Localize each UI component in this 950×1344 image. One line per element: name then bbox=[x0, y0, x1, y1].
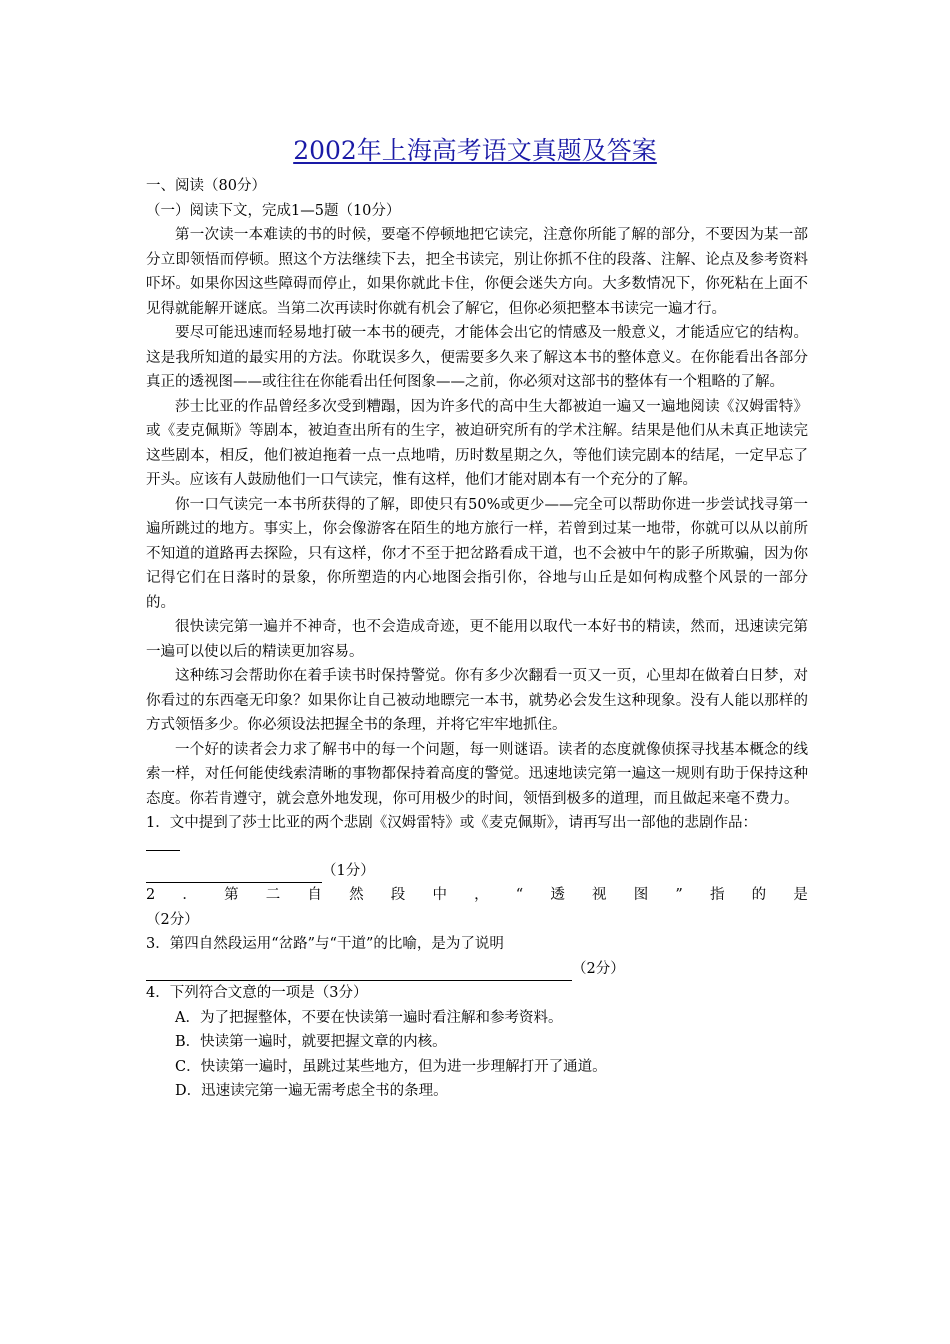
q2-char: 二 bbox=[265, 887, 281, 903]
q2-char: 段 bbox=[390, 887, 406, 903]
option-d[interactable]: D．迅速读完第一遍无需考虑全书的条理。 bbox=[175, 1083, 448, 1099]
q2-char: 图 bbox=[633, 887, 649, 903]
option-c[interactable]: C．快读第一遍时，虽跳过某些地方，但为进一步理解打开了通道。 bbox=[175, 1058, 607, 1075]
q2-char: 视 bbox=[592, 887, 607, 903]
paragraph-7: 一个好的读者会力求了解书中的每一个问题，每一则谜语。读者的态度就像侦探寻找基本概念的线索一样，对任何能使线索清晰的事物都保持着高度的警觉。迅速地读完第一遍这一规则有助于保持这种态度。你若肯遵守，就会意外地发现，你可用极少的时间，领悟到极多的道理，而且做起来毫不费力。 bbox=[146, 741, 808, 807]
q2-char: 自 bbox=[307, 887, 322, 903]
q2-char: 透 bbox=[550, 887, 565, 903]
question-1: 1．文中提到了莎士比亚的两个悲剧《汉姆雷特》或《麦克佩斯》，请再写出一部他的悲剧作品： bbox=[146, 815, 757, 831]
document-body bbox=[146, 174, 808, 1104]
q2-char: 然 bbox=[349, 887, 364, 903]
subsection-heading: （一）阅读下文，完成1—5题（10分） bbox=[146, 202, 401, 219]
question-3-answer-row bbox=[146, 957, 808, 982]
option-b[interactable]: B．快读第一遍时，就要把握文章的内核。 bbox=[175, 1034, 447, 1050]
document-title[interactable]: 2002年上海高考语文真题及答案 bbox=[293, 136, 657, 165]
paragraph-5: 很快读完第一遍并不神奇，也不会造成奇迹，更不能用以取代一本好书的精读，然而，迅速读完第一遍可以使以后的精读更加容易。 bbox=[146, 619, 808, 660]
q2-char: ． bbox=[182, 887, 197, 903]
paragraph-6: 这种练习会帮助你在着手读书时保持警觉。你有多少次翻看一页又一页，心里却在做着白日梦，对你看过的东西毫无印象？如果你让自己被动地瞟完一本书，就势必会发生这种现象。没有人能以那样的方式领悟多少。你必须设法把握全书的条理，并将它牢牢地抓住。 bbox=[146, 668, 808, 733]
q2-char: ” bbox=[675, 887, 683, 903]
question-2-score: （2分） bbox=[146, 911, 199, 928]
paragraph-4: 你一口气读完一本书所获得的了解，即使只有50%或更少——完全可以帮助你进一步尝试找寻第一遍所跳过的地方。事实上，你会像游客在陌生的地方旅行一样，若曾到过某一地带，你就可以从以前所不知道的道路再去探险，只有这样，你才不至于把岔路看成干道，也不会被中午的影子所欺骗，因为你记得它们在日落时的景象，你所塑造的内心地图会指引你，谷地与山丘是如何构成整个风景的一部分的。 bbox=[146, 496, 808, 611]
q2-char: 是 bbox=[793, 887, 808, 903]
paragraph-2: 要尽可能迅速而轻易地打破一本书的硬壳，才能体会出它的情感及一般意义，才能适应它的结构。这是我所知道的最实用的方法。你耽误多久，便需要多久来了解这本书的整体意义。在你能看出各部分真正的透视图——或往往在你能看出任何图象——之前，你必须对这部书的整体有一个粗略的了解。 bbox=[146, 325, 808, 390]
question-2 bbox=[146, 883, 808, 908]
q2-char: 2 bbox=[146, 887, 156, 903]
question-3-score: （2分） bbox=[572, 960, 625, 977]
question-3: 3．第四自然段运用“岔路”与“干道”的比喻，是为了说明 bbox=[146, 936, 504, 952]
q2-char: 第 bbox=[224, 887, 239, 903]
section-heading: 一、阅读（80分） bbox=[146, 178, 266, 194]
paragraph-3: 莎士比亚的作品曾经多次受到糟蹋，因为许多代的高中生大都被迫一遍又一遍地阅读《汉姆雷特》或《麦克佩斯》等剧本，被迫查出所有的生字，被迫研究所有的学术注解。结果是他们从未真正地读完这些剧本，相反，他们被迫拖着一点一点地啃，历时数星期之久，等他们读完剧本的结尾，一定早忘了开头。应该有人鼓励他们一口气读完，惟有这样，他们才能对剧本有一个充分的了解。 bbox=[146, 398, 808, 488]
question-1-answer-row bbox=[146, 859, 808, 884]
question-1-score: （1分） bbox=[322, 862, 375, 879]
option-a[interactable]: A．为了把握整体，不要在快读第一遍时看注解和参考资料。 bbox=[175, 1009, 563, 1026]
answer-blank-q1[interactable] bbox=[146, 866, 322, 883]
answer-blank-q3[interactable] bbox=[146, 964, 572, 981]
paragraph-1: 第一次读一本难读的书的时候，要毫不停顿地把它读完，注意你所能了解的部分，不要因为某一部分立即领悟而停顿。照这个方法继续下去，把全书读完，别让你抓不住的段落、注解、论点及参考资料吓坏。如果你因这些障碍而停止，如果你就此卡住，你便会迷失方向。大多数情况下，你死粘在上面不见得就能解开谜底。当第二次再读时你就有机会了解它，但你必须把整本书读完一遍才行。 bbox=[146, 227, 808, 317]
q2-char: ， bbox=[474, 887, 489, 903]
q2-char: 中 bbox=[432, 887, 447, 903]
question-4: 4．下列符合文意的一项是（3分） bbox=[146, 985, 368, 1001]
q2-char: 指 bbox=[709, 887, 725, 903]
answer-blank-short[interactable] bbox=[146, 836, 180, 851]
q2-char: 的 bbox=[751, 887, 767, 903]
q2-char: “ bbox=[515, 887, 524, 903]
